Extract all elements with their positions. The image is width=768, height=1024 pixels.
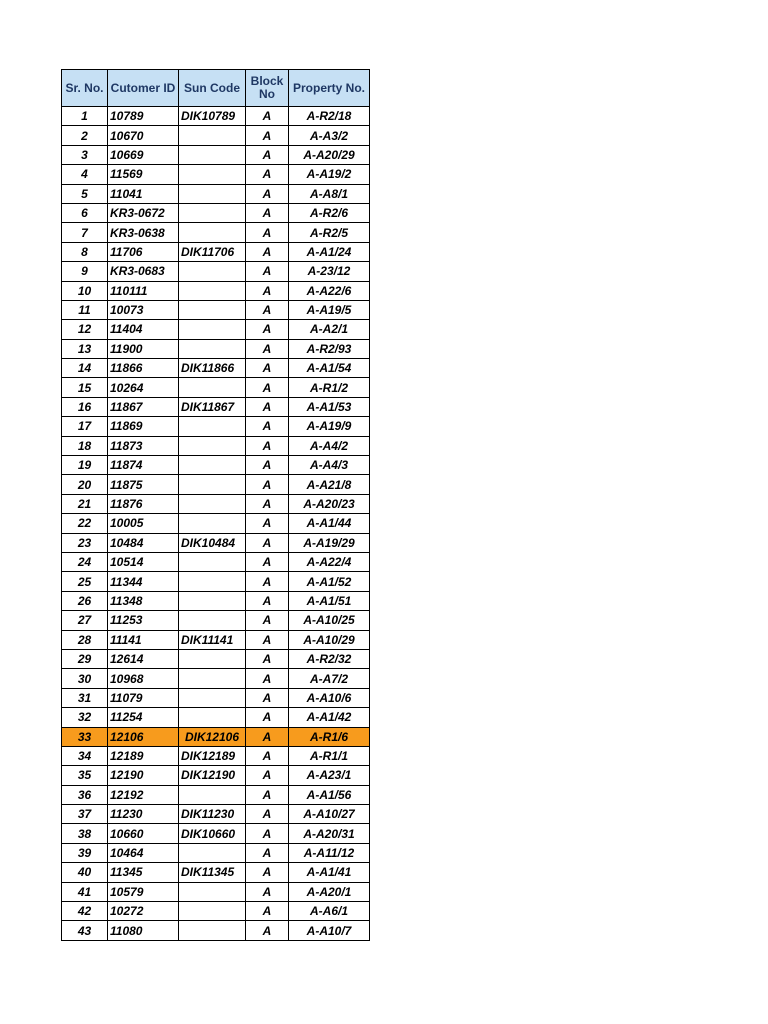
cell-block-no: A bbox=[246, 591, 289, 610]
cell-sun-code bbox=[179, 223, 246, 242]
cell-property-no: A-A1/54 bbox=[289, 359, 370, 378]
cell-sun-code bbox=[179, 494, 246, 513]
cell-sr-no: 22 bbox=[62, 514, 108, 533]
cell-sun-code bbox=[179, 785, 246, 804]
table-row bbox=[62, 397, 370, 416]
cell-block-no: A bbox=[246, 262, 289, 281]
cell-sr-no: 9 bbox=[62, 262, 108, 281]
cell-sun-code bbox=[179, 203, 246, 222]
cell-sr-no: 8 bbox=[62, 242, 108, 261]
cell-block-no: A bbox=[246, 456, 289, 475]
cell-property-no: A-R2/18 bbox=[289, 107, 370, 126]
cell-customer-id: 10789 bbox=[108, 107, 179, 126]
cell-property-no: A-A1/41 bbox=[289, 863, 370, 882]
cell-sr-no: 42 bbox=[62, 902, 108, 921]
cell-property-no: A-A6/1 bbox=[289, 902, 370, 921]
cell-customer-id: 11345 bbox=[108, 863, 179, 882]
table-row bbox=[62, 320, 370, 339]
cell-block-no: A bbox=[246, 843, 289, 862]
cell-sun-code bbox=[179, 378, 246, 397]
table-row bbox=[62, 107, 370, 126]
cell-property-no: A-A2/1 bbox=[289, 320, 370, 339]
table-row bbox=[62, 746, 370, 765]
cell-customer-id: KR3-0638 bbox=[108, 223, 179, 242]
cell-property-no: A-A1/44 bbox=[289, 514, 370, 533]
cell-customer-id: 11874 bbox=[108, 456, 179, 475]
cell-sr-no: 17 bbox=[62, 417, 108, 436]
cell-sr-no: 13 bbox=[62, 339, 108, 358]
cell-block-no: A bbox=[246, 921, 289, 940]
cell-sun-code bbox=[179, 456, 246, 475]
cell-block-no: A bbox=[246, 475, 289, 494]
table-row bbox=[62, 785, 370, 804]
cell-customer-id: 10264 bbox=[108, 378, 179, 397]
cell-block-no: A bbox=[246, 339, 289, 358]
cell-customer-id: KR3-0683 bbox=[108, 262, 179, 281]
table-row bbox=[62, 184, 370, 203]
table-row bbox=[62, 494, 370, 513]
cell-customer-id: 12106 bbox=[108, 727, 179, 746]
table-row bbox=[62, 863, 370, 882]
cell-property-no: A-A10/27 bbox=[289, 805, 370, 824]
cell-block-no: A bbox=[246, 145, 289, 164]
table-row bbox=[62, 591, 370, 610]
table-row bbox=[62, 630, 370, 649]
cell-sr-no: 27 bbox=[62, 611, 108, 630]
cell-block-no: A bbox=[246, 417, 289, 436]
cell-sun-code bbox=[179, 417, 246, 436]
cell-property-no: A-A4/3 bbox=[289, 456, 370, 475]
cell-property-no: A-A1/53 bbox=[289, 397, 370, 416]
cell-property-no: A-R2/5 bbox=[289, 223, 370, 242]
cell-property-no: A-A19/5 bbox=[289, 300, 370, 319]
cell-block-no: A bbox=[246, 281, 289, 300]
cell-property-no: A-A11/12 bbox=[289, 843, 370, 862]
cell-sun-code bbox=[179, 126, 246, 145]
cell-block-no: A bbox=[246, 552, 289, 571]
table-row bbox=[62, 805, 370, 824]
cell-sr-no: 37 bbox=[62, 805, 108, 824]
cell-property-no: A-R1/2 bbox=[289, 378, 370, 397]
table-row bbox=[62, 669, 370, 688]
cell-sr-no: 28 bbox=[62, 630, 108, 649]
cell-property-no: A-A8/1 bbox=[289, 184, 370, 203]
cell-customer-id: 11569 bbox=[108, 165, 179, 184]
cell-customer-id: 10464 bbox=[108, 843, 179, 862]
cell-property-no: A-A22/6 bbox=[289, 281, 370, 300]
cell-block-no: A bbox=[246, 300, 289, 319]
table-row bbox=[62, 902, 370, 921]
cell-sun-code bbox=[179, 339, 246, 358]
table-row bbox=[62, 262, 370, 281]
cell-customer-id: 10272 bbox=[108, 902, 179, 921]
cell-property-no: A-A10/29 bbox=[289, 630, 370, 649]
cell-sr-no: 19 bbox=[62, 456, 108, 475]
cell-customer-id: 11900 bbox=[108, 339, 179, 358]
cell-sr-no: 31 bbox=[62, 688, 108, 707]
cell-block-no: A bbox=[246, 242, 289, 261]
cell-property-no: A-A1/52 bbox=[289, 572, 370, 591]
table-row bbox=[62, 165, 370, 184]
table-row bbox=[62, 417, 370, 436]
cell-sun-code: DIK11230 bbox=[179, 805, 246, 824]
cell-customer-id: 12190 bbox=[108, 766, 179, 785]
table-row bbox=[62, 514, 370, 533]
cell-customer-id: 11230 bbox=[108, 805, 179, 824]
table-row bbox=[62, 145, 370, 164]
cell-customer-id: 11253 bbox=[108, 611, 179, 630]
cell-sr-no: 21 bbox=[62, 494, 108, 513]
cell-customer-id: 11344 bbox=[108, 572, 179, 591]
table-row bbox=[62, 688, 370, 707]
cell-sr-no: 35 bbox=[62, 766, 108, 785]
cell-sun-code bbox=[179, 552, 246, 571]
cell-block-no: A bbox=[246, 320, 289, 339]
cell-sr-no: 2 bbox=[62, 126, 108, 145]
cell-block-no: A bbox=[246, 494, 289, 513]
cell-customer-id: 11866 bbox=[108, 359, 179, 378]
cell-block-no: A bbox=[246, 572, 289, 591]
cell-property-no: A-A19/9 bbox=[289, 417, 370, 436]
cell-sun-code bbox=[179, 300, 246, 319]
header-property-no: Property No. bbox=[289, 70, 370, 107]
table-row bbox=[62, 378, 370, 397]
cell-sr-no: 29 bbox=[62, 649, 108, 668]
cell-block-no: A bbox=[246, 882, 289, 901]
cell-block-no: A bbox=[246, 397, 289, 416]
table-row bbox=[62, 649, 370, 668]
cell-sr-no: 43 bbox=[62, 921, 108, 940]
cell-property-no: A-A3/2 bbox=[289, 126, 370, 145]
cell-block-no: A bbox=[246, 165, 289, 184]
cell-sr-no: 3 bbox=[62, 145, 108, 164]
cell-sr-no: 41 bbox=[62, 882, 108, 901]
table-row bbox=[62, 359, 370, 378]
cell-sr-no: 39 bbox=[62, 843, 108, 862]
cell-property-no: A-23/12 bbox=[289, 262, 370, 281]
cell-property-no: A-A7/2 bbox=[289, 669, 370, 688]
cell-property-no: A-A1/51 bbox=[289, 591, 370, 610]
cell-sr-no: 24 bbox=[62, 552, 108, 571]
header-customer-id: Cutomer ID bbox=[108, 70, 179, 107]
cell-sun-code: DIK11345 bbox=[179, 863, 246, 882]
cell-property-no: A-A20/1 bbox=[289, 882, 370, 901]
cell-sr-no: 32 bbox=[62, 708, 108, 727]
cell-block-no: A bbox=[246, 902, 289, 921]
cell-sun-code: DIK11867 bbox=[179, 397, 246, 416]
cell-block-no: A bbox=[246, 533, 289, 552]
cell-sr-no: 5 bbox=[62, 184, 108, 203]
cell-sun-code: DIK12189 bbox=[179, 746, 246, 765]
cell-sun-code bbox=[179, 669, 246, 688]
header-row bbox=[62, 70, 370, 107]
cell-sun-code bbox=[179, 591, 246, 610]
cell-property-no: A-A10/6 bbox=[289, 688, 370, 707]
cell-sr-no: 12 bbox=[62, 320, 108, 339]
table-row bbox=[62, 824, 370, 843]
cell-sun-code bbox=[179, 165, 246, 184]
cell-customer-id: 10484 bbox=[108, 533, 179, 552]
cell-customer-id: 10579 bbox=[108, 882, 179, 901]
cell-customer-id: 11348 bbox=[108, 591, 179, 610]
cell-sr-no: 1 bbox=[62, 107, 108, 126]
table-row bbox=[62, 281, 370, 300]
cell-sun-code: DIK12106 bbox=[179, 727, 246, 746]
cell-sun-code bbox=[179, 921, 246, 940]
cell-customer-id: 110111 bbox=[108, 281, 179, 300]
cell-customer-id: 10660 bbox=[108, 824, 179, 843]
cell-sr-no: 30 bbox=[62, 669, 108, 688]
cell-property-no: A-A1/42 bbox=[289, 708, 370, 727]
cell-customer-id: 11079 bbox=[108, 688, 179, 707]
cell-customer-id: 11875 bbox=[108, 475, 179, 494]
cell-customer-id: 10005 bbox=[108, 514, 179, 533]
cell-block-no: A bbox=[246, 649, 289, 668]
cell-customer-id: 11867 bbox=[108, 397, 179, 416]
table-row bbox=[62, 882, 370, 901]
cell-block-no: A bbox=[246, 746, 289, 765]
table-row bbox=[62, 533, 370, 552]
table-row bbox=[62, 339, 370, 358]
cell-property-no: A-A20/29 bbox=[289, 145, 370, 164]
cell-sr-no: 34 bbox=[62, 746, 108, 765]
cell-property-no: A-R2/93 bbox=[289, 339, 370, 358]
cell-customer-id: 11141 bbox=[108, 630, 179, 649]
cell-sr-no: 40 bbox=[62, 863, 108, 882]
cell-sr-no: 15 bbox=[62, 378, 108, 397]
cell-customer-id: 11706 bbox=[108, 242, 179, 261]
table-row bbox=[62, 708, 370, 727]
cell-block-no: A bbox=[246, 727, 289, 746]
cell-block-no: A bbox=[246, 184, 289, 203]
table-row bbox=[62, 766, 370, 785]
cell-sun-code bbox=[179, 902, 246, 921]
cell-customer-id: 12189 bbox=[108, 746, 179, 765]
cell-sun-code: DIK10660 bbox=[179, 824, 246, 843]
cell-sun-code bbox=[179, 843, 246, 862]
cell-block-no: A bbox=[246, 107, 289, 126]
cell-property-no: A-R2/6 bbox=[289, 203, 370, 222]
cell-sun-code: DIK11141 bbox=[179, 630, 246, 649]
cell-block-no: A bbox=[246, 805, 289, 824]
cell-sun-code bbox=[179, 514, 246, 533]
cell-property-no: A-A20/23 bbox=[289, 494, 370, 513]
cell-sun-code bbox=[179, 688, 246, 707]
cell-sun-code bbox=[179, 475, 246, 494]
cell-sun-code: DIK12190 bbox=[179, 766, 246, 785]
cell-block-no: A bbox=[246, 223, 289, 242]
table-row bbox=[62, 203, 370, 222]
cell-customer-id: 11041 bbox=[108, 184, 179, 203]
cell-property-no: A-A1/56 bbox=[289, 785, 370, 804]
header-sun-code: Sun Code bbox=[179, 70, 246, 107]
cell-sun-code bbox=[179, 611, 246, 630]
property-table bbox=[61, 69, 370, 941]
cell-block-no: A bbox=[246, 766, 289, 785]
cell-sun-code: DIK10789 bbox=[179, 107, 246, 126]
cell-customer-id: 11080 bbox=[108, 921, 179, 940]
cell-block-no: A bbox=[246, 824, 289, 843]
cell-block-no: A bbox=[246, 359, 289, 378]
cell-property-no: A-A4/2 bbox=[289, 436, 370, 455]
cell-customer-id: 11873 bbox=[108, 436, 179, 455]
cell-sun-code bbox=[179, 572, 246, 591]
header-block-no: Block No bbox=[246, 70, 289, 107]
cell-property-no: A-R1/6 bbox=[289, 727, 370, 746]
table-row bbox=[62, 727, 370, 746]
table-row bbox=[62, 456, 370, 475]
cell-block-no: A bbox=[246, 126, 289, 145]
table-row bbox=[62, 552, 370, 571]
cell-customer-id: 11869 bbox=[108, 417, 179, 436]
cell-property-no: A-A19/2 bbox=[289, 165, 370, 184]
table-row bbox=[62, 475, 370, 494]
cell-sun-code: DIK11866 bbox=[179, 359, 246, 378]
cell-property-no: A-R2/32 bbox=[289, 649, 370, 668]
cell-sr-no: 26 bbox=[62, 591, 108, 610]
cell-sr-no: 7 bbox=[62, 223, 108, 242]
cell-block-no: A bbox=[246, 669, 289, 688]
cell-property-no: A-A20/31 bbox=[289, 824, 370, 843]
cell-sun-code bbox=[179, 320, 246, 339]
cell-sr-no: 4 bbox=[62, 165, 108, 184]
cell-sun-code bbox=[179, 262, 246, 281]
cell-sr-no: 38 bbox=[62, 824, 108, 843]
cell-customer-id: 12192 bbox=[108, 785, 179, 804]
cell-sr-no: 6 bbox=[62, 203, 108, 222]
cell-customer-id: 11876 bbox=[108, 494, 179, 513]
cell-sun-code bbox=[179, 649, 246, 668]
cell-sun-code bbox=[179, 281, 246, 300]
table-row bbox=[62, 300, 370, 319]
cell-customer-id: 10514 bbox=[108, 552, 179, 571]
cell-block-no: A bbox=[246, 203, 289, 222]
table-body bbox=[62, 107, 370, 941]
cell-property-no: A-A10/25 bbox=[289, 611, 370, 630]
cell-sr-no: 16 bbox=[62, 397, 108, 416]
cell-block-no: A bbox=[246, 708, 289, 727]
table-row bbox=[62, 611, 370, 630]
cell-sr-no: 20 bbox=[62, 475, 108, 494]
cell-property-no: A-A22/4 bbox=[289, 552, 370, 571]
cell-customer-id: 12614 bbox=[108, 649, 179, 668]
cell-sun-code bbox=[179, 145, 246, 164]
cell-block-no: A bbox=[246, 785, 289, 804]
table-row bbox=[62, 126, 370, 145]
cell-property-no: A-A23/1 bbox=[289, 766, 370, 785]
cell-sr-no: 14 bbox=[62, 359, 108, 378]
table-row bbox=[62, 223, 370, 242]
cell-sun-code: DIK10484 bbox=[179, 533, 246, 552]
cell-customer-id: 10073 bbox=[108, 300, 179, 319]
cell-property-no: A-A10/7 bbox=[289, 921, 370, 940]
cell-sr-no: 23 bbox=[62, 533, 108, 552]
table-row bbox=[62, 436, 370, 455]
cell-sr-no: 25 bbox=[62, 572, 108, 591]
cell-sr-no: 10 bbox=[62, 281, 108, 300]
cell-sr-no: 33 bbox=[62, 727, 108, 746]
cell-sun-code: DIK11706 bbox=[179, 242, 246, 261]
cell-property-no: A-A21/8 bbox=[289, 475, 370, 494]
cell-sun-code bbox=[179, 882, 246, 901]
cell-customer-id: 11254 bbox=[108, 708, 179, 727]
table-row bbox=[62, 843, 370, 862]
cell-customer-id: 10669 bbox=[108, 145, 179, 164]
cell-sr-no: 11 bbox=[62, 300, 108, 319]
table-row bbox=[62, 921, 370, 940]
cell-sun-code bbox=[179, 436, 246, 455]
cell-sun-code bbox=[179, 184, 246, 203]
cell-block-no: A bbox=[246, 863, 289, 882]
cell-customer-id: 11404 bbox=[108, 320, 179, 339]
cell-block-no: A bbox=[246, 514, 289, 533]
cell-customer-id: KR3-0672 bbox=[108, 203, 179, 222]
cell-property-no: A-A1/24 bbox=[289, 242, 370, 261]
table-row bbox=[62, 242, 370, 261]
cell-block-no: A bbox=[246, 378, 289, 397]
cell-property-no: A-R1/1 bbox=[289, 746, 370, 765]
cell-sr-no: 36 bbox=[62, 785, 108, 804]
cell-sun-code bbox=[179, 708, 246, 727]
cell-block-no: A bbox=[246, 436, 289, 455]
cell-block-no: A bbox=[246, 611, 289, 630]
cell-block-no: A bbox=[246, 688, 289, 707]
cell-customer-id: 10670 bbox=[108, 126, 179, 145]
table-row bbox=[62, 572, 370, 591]
cell-customer-id: 10968 bbox=[108, 669, 179, 688]
cell-sr-no: 18 bbox=[62, 436, 108, 455]
header-sr-no: Sr. No. bbox=[62, 70, 108, 107]
cell-block-no: A bbox=[246, 630, 289, 649]
cell-property-no: A-A19/29 bbox=[289, 533, 370, 552]
